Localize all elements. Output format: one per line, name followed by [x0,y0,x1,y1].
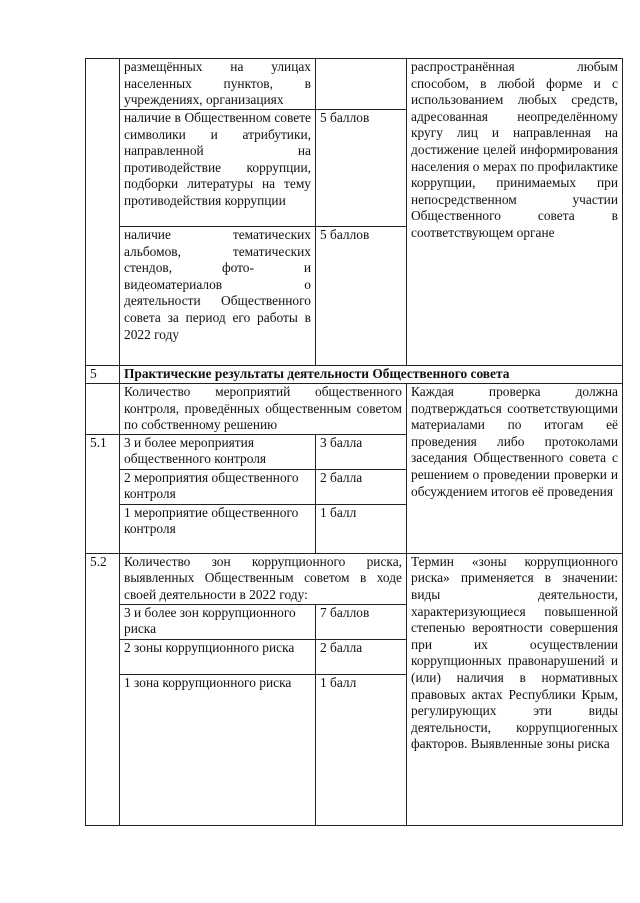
table-row [86,384,623,435]
note-cell: Каждая проверка должна подтверждаться соответствующими материалами по итогам её проведения либо протоколами заседания Общественного совета с решением о проведении проверки и обсуждением итогов её проведения [407,384,623,554]
note-cell: распространённая любым способом, в любой форме и с использованием любых средств, адресованная неопределённому кругу лиц и направленная на достижение целей информирования населения о мерах по профилактике коррупции, принимаемых при непосредственном участии Общественного совета в соответствующем органе [407,59,623,366]
option-score: 2 балла [316,469,407,504]
option-label: 3 и более зон коррупционного риска [120,604,316,639]
score-cell: 5 баллов [316,110,407,227]
number-cell: 5.2 [86,553,120,825]
option-label: 2 зоны коррупционного риска [120,639,316,674]
criterion-cell: размещённых на улицах населенных пунктов, в учреждениях, организациях [120,59,316,110]
criteria-table [85,58,623,826]
section-number: 5 [86,366,120,384]
option-label: 3 и более мероприятия общественного контроля [120,434,316,469]
criterion-cell: наличие в Общественном совете символики и атрибутики, направленной на противодействие коррупции, подборки литературы на тему противодействия коррупции [120,110,316,227]
criterion-header: Количество зон коррупционного риска, выявленных Общественным советом в ходе своей деятельности в 2022 году: [120,553,407,604]
number-cell [86,59,120,366]
option-score: 2 балла [316,639,407,674]
option-label: 1 мероприятие общественного контроля [120,504,316,553]
table-row [86,553,623,604]
number-cell: 5.1 [86,434,120,553]
option-score: 3 балла [316,434,407,469]
option-score: 1 балл [316,674,407,825]
note-cell: Термин «зоны коррупционного риска» применяется в значении: виды деятельности, характеризующиеся повышенной степенью вероятности совершения при их осуществлении коррупционных правонарушений и (или) наличия в нормативных правовых актах Республики Крым, регулирующих эти виды деятельности, коррупциогенных факторов. Выявленные зоны риска [407,553,623,825]
criterion-header: Количество мероприятий общественного контроля, проведённых общественным советом по собственному решению [120,384,407,435]
number-cell [86,384,120,435]
option-label: 1 зона коррупционного риска [120,674,316,825]
option-score: 7 баллов [316,604,407,639]
score-cell: 5 баллов [316,227,407,366]
table-row [86,59,623,110]
section-title: Практические результаты деятельности Общественного совета [120,366,623,384]
option-score: 1 балл [316,504,407,553]
criterion-cell: наличие тематических альбомов, тематических стендов, фото- и видеоматериалов о деятельности Общественного совета за период его работы в 2022 году [120,227,316,366]
score-cell [316,59,407,110]
option-label: 2 мероприятия общественного контроля [120,469,316,504]
section-row [86,366,623,384]
